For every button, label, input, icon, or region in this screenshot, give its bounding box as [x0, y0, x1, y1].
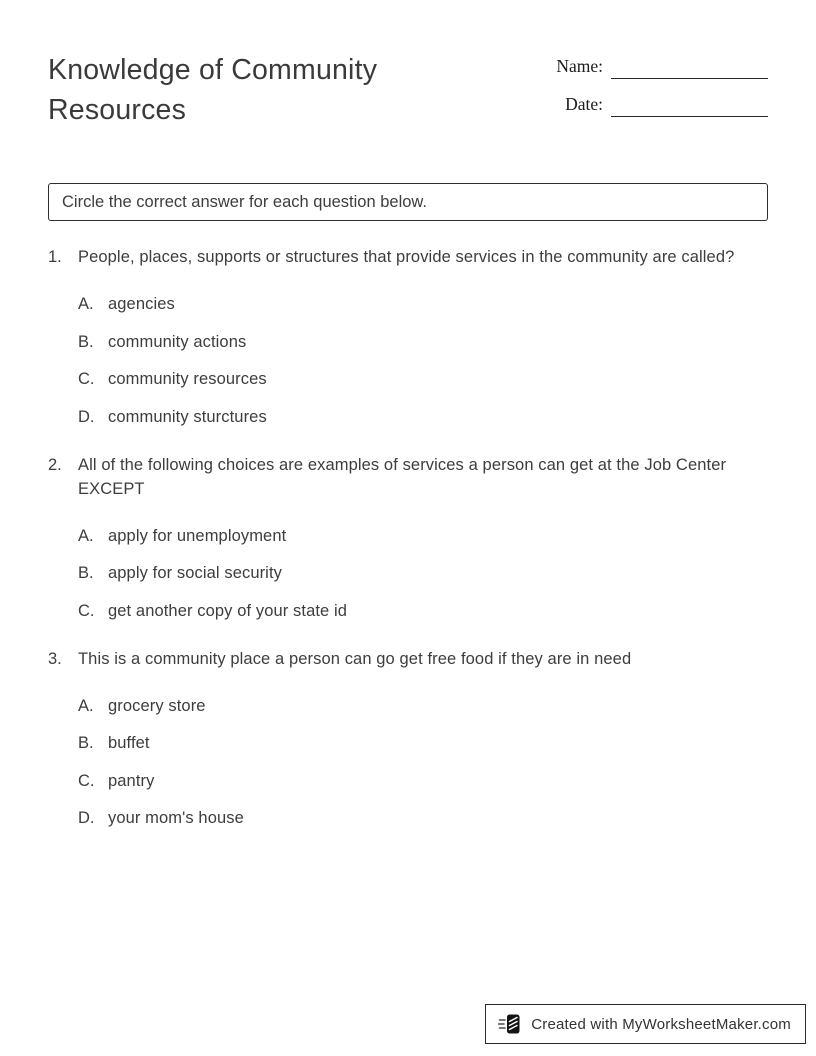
choice-1a-letter: A.	[78, 295, 94, 313]
choice-1c[interactable]	[78, 368, 768, 391]
choice-1c-letter: C.	[78, 370, 95, 388]
question-1-choices	[78, 293, 768, 429]
choice-3b[interactable]	[78, 732, 768, 755]
choice-1a-text: agencies	[108, 295, 175, 313]
choice-3d[interactable]	[78, 807, 768, 830]
choice-1b[interactable]	[78, 331, 768, 354]
choice-3c[interactable]	[78, 770, 768, 793]
question-3	[48, 647, 768, 831]
name-date-block	[546, 50, 768, 129]
choice-1c-text: community resources	[108, 370, 267, 388]
choice-3a[interactable]	[78, 695, 768, 718]
date-label: Date:	[565, 94, 603, 114]
question-2-text: All of the following choices are examples of services a person can get at the Job Center EXCEPT	[78, 455, 727, 498]
footer-credit-badge	[485, 1004, 806, 1044]
footer-credit-text: Created with MyWorksheetMaker.com	[531, 1015, 791, 1033]
choice-1d-text: community sturctures	[108, 407, 267, 426]
instructions-box	[48, 183, 768, 221]
page-title: Knowledge of Community Resources	[48, 54, 378, 126]
choice-2b[interactable]	[78, 562, 768, 585]
choice-3d-letter: D.	[78, 809, 95, 827]
worksheet-header	[48, 50, 768, 130]
choice-3c-text: pantry	[108, 771, 155, 790]
worksheetmaker-logo-icon	[498, 1012, 522, 1036]
choice-2c-letter: C.	[78, 601, 95, 620]
choice-3d-text: your mom's house	[108, 809, 244, 827]
choice-1b-letter: B.	[78, 332, 94, 351]
question-1-row	[48, 245, 768, 269]
name-field-row	[546, 53, 768, 79]
question-2-row	[48, 453, 768, 501]
instructions-text: Circle the correct answer for each question below.	[62, 193, 428, 211]
question-2-number: 2.	[48, 455, 62, 474]
choice-3c-letter: C.	[78, 771, 95, 790]
question-1-number: 1.	[48, 248, 62, 266]
choice-1d-letter: D.	[78, 407, 95, 426]
question-2-choices	[78, 525, 768, 623]
date-field-row	[546, 91, 768, 117]
choice-2c-text: get another copy of your state id	[108, 601, 348, 620]
choice-1a[interactable]	[78, 293, 768, 316]
question-3-choices	[78, 695, 768, 831]
name-fill-line[interactable]	[611, 57, 768, 79]
choice-1b-text: community actions	[108, 332, 247, 351]
choice-3a-letter: A.	[78, 696, 94, 715]
question-1-text: People, places, supports or structures that provide services in the community are called?	[78, 248, 735, 266]
question-3-row	[48, 647, 768, 671]
date-fill-line[interactable]	[611, 95, 768, 117]
name-label: Name:	[556, 56, 603, 76]
choice-2a-text: apply for unemployment	[108, 526, 287, 545]
choice-2a-letter: A.	[78, 526, 94, 545]
choice-3a-text: grocery store	[108, 696, 206, 715]
choice-2c[interactable]	[78, 600, 768, 623]
question-3-number: 3.	[48, 649, 62, 668]
choice-2b-letter: B.	[78, 564, 94, 582]
question-1	[48, 245, 768, 429]
choice-3b-text: buffet	[108, 734, 150, 752]
question-3-text: This is a community place a person can go get free food if they are in need	[78, 649, 632, 668]
question-2	[48, 453, 768, 623]
choice-1d[interactable]	[78, 406, 768, 429]
choice-3b-letter: B.	[78, 734, 94, 752]
choice-2a[interactable]	[78, 525, 768, 548]
choice-2b-text: apply for social security	[108, 564, 282, 582]
